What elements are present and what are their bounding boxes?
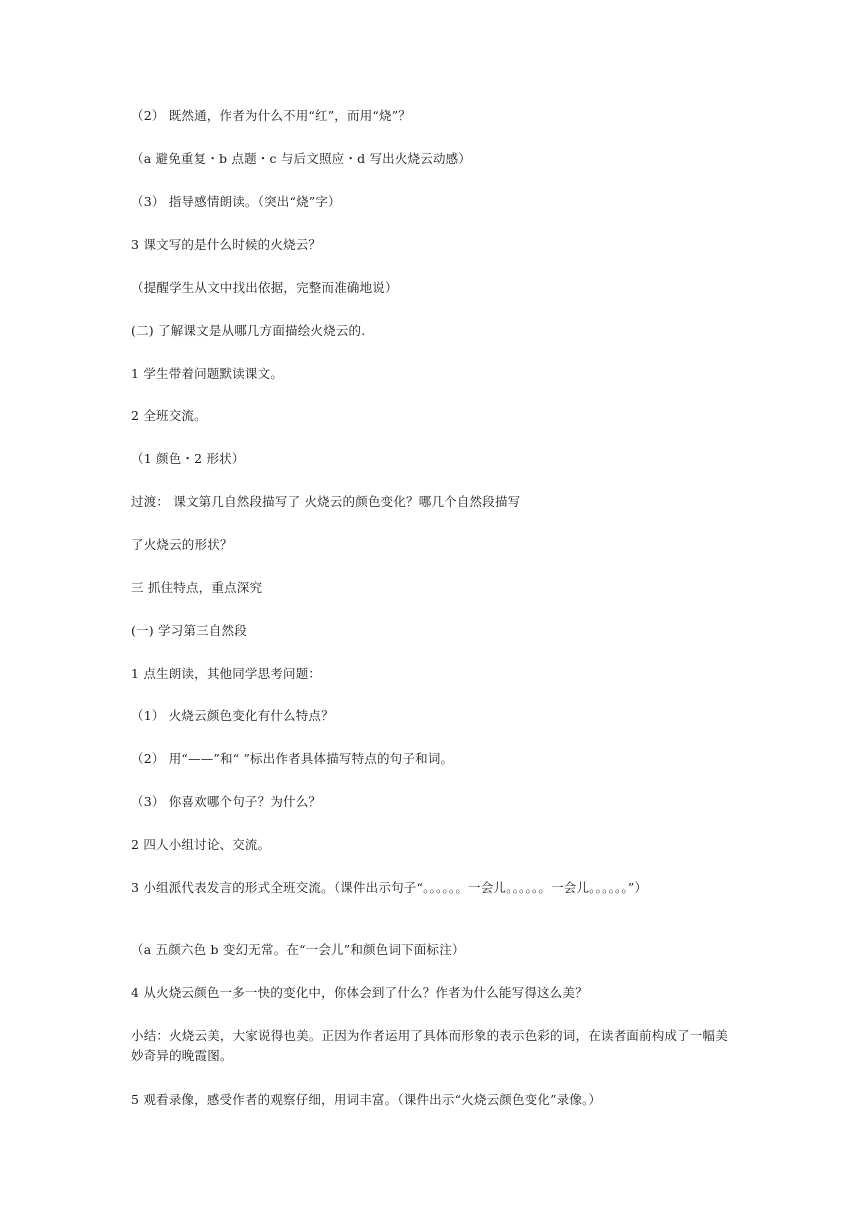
step-1-silent-reading: 1 学生带着问题默读课文。 xyxy=(131,366,284,381)
question-3-when: 3 课文写的是什么时候的火烧云？ xyxy=(131,237,322,252)
step-2-group-discussion: 2 四人小组讨论、交流。 xyxy=(131,837,271,852)
answer-options-abcd: （a 避免重复・b 点题・c 与后文照应・d 写出火烧云动感） xyxy=(131,151,472,166)
question-2-why-burn: （2） 既然通，作者为什么不用“红”，而用“烧”？ xyxy=(131,108,411,123)
question-2-marking: （2） 用“——”和“ ”标出作者具体描写特点的句子和词。 xyxy=(131,751,454,766)
section-three-heading: 三 抓住特点，重点深究 xyxy=(131,580,263,595)
step-3-group-report: 3 小组派代表发言的形式全班交流。（课件出示句子“。。。。。。一会儿。。。。。。一会儿。。。。。。”） xyxy=(131,880,648,895)
question-3-favorite: （3） 你喜欢哪个句子？为什么？ xyxy=(131,794,322,809)
step-5-watch-video: 5 观看录像，感受作者的观察仔细，用词丰富。（课件出示“火烧云颜色变化”录像。） xyxy=(131,1092,602,1107)
step-2-class-exchange: 2 全班交流。 xyxy=(131,408,207,423)
guided-reading-3: （3） 指导感情朗读。（突出“烧”字） xyxy=(131,194,341,209)
color-shape-note: （1 颜色・2 形状） xyxy=(131,451,245,466)
reminder-note: （提醒学生从文中找出依据，完整而准确地说） xyxy=(131,280,398,295)
transition-line-1: 过渡： 课文第几自然段描写了 火烧云的颜色变化？哪几个自然段描写 xyxy=(131,494,521,509)
question-1-features: （1） 火烧云颜色变化有什么特点？ xyxy=(131,708,334,723)
section-two-heading: (二) 了解课文是从哪几方面描绘火烧云的. xyxy=(131,323,366,338)
subsection-one-heading: (一) 学习第三自然段 xyxy=(131,623,247,638)
transition-line-2: 了火烧云的形状？ xyxy=(131,537,233,552)
step-1-read-aloud: 1 点生朗读，其他同学思考问题： xyxy=(131,666,322,681)
colors-note: （a 五颜六色 b 变幻无常。在“一会儿”和颜色词下面标注） xyxy=(131,942,465,957)
step-4-question: 4 从火烧云颜色一多一快的变化中，你体会到了什么？作者为什么能写得这么美？ xyxy=(131,985,588,1000)
summary-paragraph: 小结：火烧云美，大家说得也美。正因为作者运用了具体而形象的表示色彩的词，在读者面前构成了一幅美妙奇异的晚霞图。 xyxy=(131,1028,728,1063)
